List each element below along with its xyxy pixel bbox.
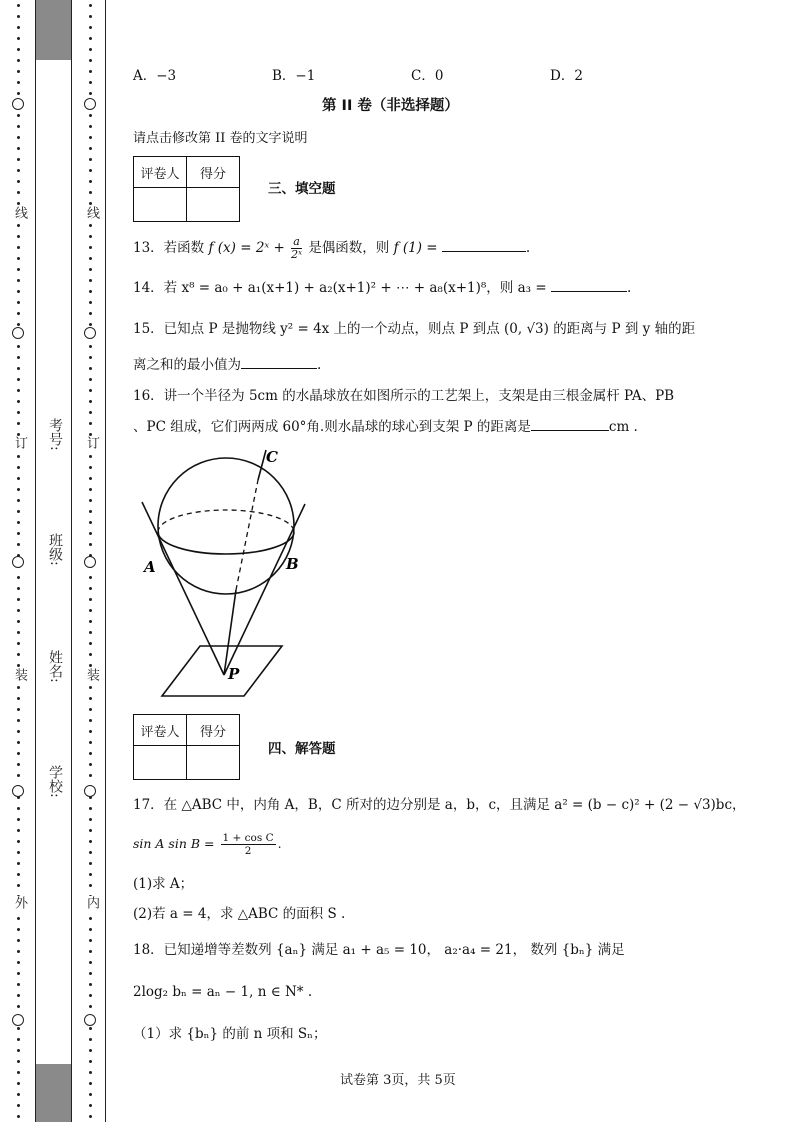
option-d: D．2 (550, 68, 583, 84)
margin-dot (89, 741, 92, 744)
margin-dot (89, 620, 92, 623)
sphere-equator-front (158, 532, 294, 554)
margin-dot (17, 15, 20, 18)
margin-dot (89, 1093, 92, 1096)
q17-sub2: (2)若 a = 4，求 △ABC 的面积 S . (133, 906, 346, 922)
margin-dot (89, 807, 92, 810)
margin-dot (17, 70, 20, 73)
margin-dot (17, 477, 20, 480)
question-17-line1: 17．在 △ABC 中，内角 A，B，C 所对的边分别是 a，b，c，且满足 a² = (b − c)² + (2 − √3)bc， (133, 797, 746, 813)
margin-dot (17, 279, 20, 282)
margin-dot (17, 532, 20, 535)
margin-dot (89, 576, 92, 579)
margin-dot (17, 323, 20, 326)
margin-dot (89, 345, 92, 348)
margin-dot (89, 114, 92, 117)
q17-frac-num: 1 + cos C (222, 832, 274, 844)
q15-answer-blank[interactable] (241, 368, 317, 369)
margin-dot (17, 202, 20, 205)
question-15-line1: 15．已知点 P 是抛物线 y² = 4x 上的一个动点，则点 P 到点 (0, √3) 的距离与 P 到 y 轴的距 (133, 321, 696, 337)
margin-dot (89, 202, 92, 205)
label-a: A (144, 558, 156, 576)
margin-dot (17, 587, 20, 590)
margin-dot (17, 840, 20, 843)
margin-dot (89, 400, 92, 403)
margin-dot (89, 587, 92, 590)
grader-header: 评卷人 (134, 157, 187, 188)
margin-dot (89, 48, 92, 51)
margin-dot (17, 950, 20, 953)
margin-dot (17, 4, 20, 7)
margin-dot (89, 378, 92, 381)
margin-dot (17, 774, 20, 777)
margin-dot (89, 92, 92, 95)
margin-dot (89, 642, 92, 645)
margin-dot (89, 818, 92, 821)
grader-header: 评卷人 (134, 715, 187, 746)
margin-dot (89, 81, 92, 84)
question-14 (133, 279, 631, 297)
margin-dot (89, 939, 92, 942)
q18-sub1: （1）求 {bₙ} 的前 n 项和 Sₙ； (133, 1026, 327, 1042)
margin-dot (17, 730, 20, 733)
margin-dot (17, 367, 20, 370)
margin-dot (89, 4, 92, 7)
margin-dot (17, 642, 20, 645)
margin-dot (89, 125, 92, 128)
q14-text: 14．若 x⁸ = a₀ + a₁(x+1) + a₂(x+1)² + ⋯ + a₈(x+1)⁸，则 a₃ = (133, 280, 547, 296)
margin-dot (17, 598, 20, 601)
margin-dot (89, 279, 92, 282)
margin-dot (89, 928, 92, 931)
margin-dot (89, 466, 92, 469)
margin-dot (17, 1071, 20, 1074)
sphere-equator-back (158, 510, 294, 532)
binding-ring (84, 327, 96, 339)
margin-dot (89, 961, 92, 964)
margin-dot (89, 356, 92, 359)
margin-dot (89, 697, 92, 700)
margin-dot (89, 510, 92, 513)
margin-dot (17, 851, 20, 854)
margin-dot (89, 37, 92, 40)
margin-dot (89, 1005, 92, 1008)
margin-dot (89, 70, 92, 73)
margin-dot (17, 928, 20, 931)
margin-dot (17, 268, 20, 271)
margin-dot (89, 862, 92, 865)
margin-dot (17, 92, 20, 95)
margin-dot (89, 1104, 92, 1107)
q13-f1: f (1) = (393, 240, 438, 256)
score-cell[interactable] (187, 746, 240, 780)
binding-ring (84, 1014, 96, 1026)
margin-dot (17, 257, 20, 260)
margin-dot (89, 730, 92, 733)
margin-dot (89, 532, 92, 535)
margin-dot (17, 510, 20, 513)
margin-dot (89, 499, 92, 502)
section-fill-blank-title: 三、填空题 (268, 181, 336, 197)
margin-dot (17, 1060, 20, 1063)
margin-dot (89, 1049, 92, 1052)
label-b: B (286, 555, 299, 573)
margin-dot (89, 851, 92, 854)
binding-ring (12, 1014, 24, 1026)
margin-dot (89, 840, 92, 843)
margin-label-inner: 线 (84, 206, 99, 219)
margin-dot (89, 411, 92, 414)
margin-dot (17, 1093, 20, 1096)
margin-dot (89, 829, 92, 832)
margin-dot (17, 488, 20, 491)
margin-dot (89, 1027, 92, 1030)
margin-dot (89, 543, 92, 546)
margin-dot (89, 169, 92, 172)
name-field[interactable]: 姓名: (47, 650, 63, 683)
q15-end: . (317, 357, 322, 373)
margin-dot (89, 917, 92, 920)
margin-dot (89, 224, 92, 227)
page-footer: 试卷第 3页，共 5页 (340, 1073, 456, 1088)
q13-frac-den: 2ˣ (291, 248, 303, 261)
margin-top-gray-block (36, 0, 71, 60)
margin-dot (17, 411, 20, 414)
margin-dot (17, 818, 20, 821)
part2-note: 请点击修改第 II 卷的文字说明 (133, 131, 308, 146)
margin-dot (17, 686, 20, 689)
margin-label-outer: 装 (12, 668, 27, 681)
margin-dot (89, 708, 92, 711)
margin-dot (17, 576, 20, 579)
margin-dot (89, 1082, 92, 1085)
margin-dot (89, 873, 92, 876)
margin-dot (17, 147, 20, 150)
margin-dot (17, 741, 20, 744)
margin-dot (89, 631, 92, 634)
section-solution-title: 四、解答题 (268, 741, 336, 757)
margin-dot (17, 312, 20, 315)
margin-dot (17, 653, 20, 656)
margin-dot (17, 125, 20, 128)
margin-dot (17, 972, 20, 975)
option-b: B．−1 (272, 68, 316, 84)
margin-dot (89, 950, 92, 953)
q17-frac-den: 2 (244, 845, 252, 857)
q14-answer-blank[interactable] (551, 291, 627, 292)
question-17-line2 (133, 832, 282, 857)
margin-dot (17, 114, 20, 117)
label-c: C (266, 448, 278, 466)
margin-left-line (35, 0, 36, 1122)
margin-dot (89, 235, 92, 238)
q14-end: . (626, 280, 632, 296)
question-18-line2: 2log₂ bₙ = aₙ − 1, n ∈ N* . (133, 984, 313, 1000)
margin-dot (89, 389, 92, 392)
margin-dot (17, 499, 20, 502)
margin-dot (17, 356, 20, 359)
margin-dot (89, 268, 92, 271)
question-15-line2 (133, 356, 321, 374)
margin-label-outer: 订 (12, 436, 27, 449)
margin-dot (17, 422, 20, 425)
margin-dot (89, 367, 92, 370)
margin-label-inner: 内 (84, 896, 99, 909)
binding-ring (12, 556, 24, 568)
part2-title: 第 II 卷（非选择题） (322, 98, 459, 114)
margin-dot (89, 884, 92, 887)
margin-dot (89, 763, 92, 766)
margin-dot (89, 598, 92, 601)
margin-dot (89, 147, 92, 150)
margin-dot (89, 312, 92, 315)
margin-dot (17, 862, 20, 865)
margin-dot (17, 235, 20, 238)
margin-dot (17, 136, 20, 139)
margin-dot (89, 521, 92, 524)
margin-dot (17, 389, 20, 392)
margin-dot (89, 301, 92, 304)
margin-dot (17, 169, 20, 172)
score-header: 得分 (187, 157, 240, 188)
margin-dot (17, 1082, 20, 1085)
q13-frac-num: a (293, 235, 300, 248)
margin-dot (89, 290, 92, 293)
margin-dot (17, 290, 20, 293)
margin-dot (17, 763, 20, 766)
margin-dot (89, 686, 92, 689)
margin-dot (17, 246, 20, 249)
margin-dot (89, 994, 92, 997)
q16-answer-blank[interactable] (531, 430, 609, 431)
margin-dot (17, 917, 20, 920)
margin-dot (17, 1038, 20, 1041)
margin-dot (89, 59, 92, 62)
margin-label-outer: 线 (12, 206, 27, 219)
margin-dot (17, 158, 20, 161)
crystal-ball-stand-figure (140, 440, 310, 702)
margin-dot (17, 664, 20, 667)
sphere (158, 458, 294, 594)
question-13 (133, 236, 530, 261)
margin-dot (17, 609, 20, 612)
q13-answer-blank[interactable] (442, 251, 526, 252)
margin-dot (17, 697, 20, 700)
margin-dot (17, 807, 20, 810)
margin-dot (17, 26, 20, 29)
margin-dot (17, 301, 20, 304)
margin-dot (17, 961, 20, 964)
q13-lead: 13．若函数 (133, 240, 205, 256)
q17-sub1: (1)求 A； (133, 876, 194, 892)
margin-dot (17, 620, 20, 623)
margin-dot (17, 191, 20, 194)
margin-dot (17, 1104, 20, 1107)
binding-ring (12, 98, 24, 110)
binding-ring (84, 785, 96, 797)
margin-dot (17, 752, 20, 755)
margin-dot (17, 1005, 20, 1008)
margin-dot (17, 829, 20, 832)
margin-right-line (71, 0, 72, 1122)
page-border-line (105, 0, 106, 1122)
q16-line2: 、PC 组成，它们两两成 60°角.则水晶球的球心到支架 P 的距离是 (133, 419, 531, 435)
score-header: 得分 (187, 715, 240, 746)
margin-dot (17, 708, 20, 711)
margin-dot (89, 983, 92, 986)
margin-dot (17, 81, 20, 84)
school-field[interactable]: 学校: (47, 765, 63, 798)
margin-dot (89, 191, 92, 194)
margin-dot (17, 1115, 20, 1118)
margin-dot (17, 631, 20, 634)
margin-label-outer: 外 (12, 896, 27, 909)
margin-label-inner: 装 (84, 668, 99, 681)
margin-dot (17, 994, 20, 997)
margin-dot (89, 158, 92, 161)
q16-end: cm . (608, 419, 638, 435)
margin-dot (17, 1027, 20, 1030)
binding-ring (12, 327, 24, 339)
margin-dot (89, 26, 92, 29)
q13-function: f (x) = 2ˣ + (208, 240, 285, 256)
question-18-line1: 18．已知递增等差数列 {aₙ} 满足 a₁ + a₅ = 10， a₂·a₄ = 21， 数列 {bₙ} 满足 (133, 942, 625, 958)
margin-dot (89, 664, 92, 667)
margin-dot (17, 719, 20, 722)
margin-dot (17, 1049, 20, 1052)
margin-dot (89, 15, 92, 18)
question-16-line1: 16．讲一个半径为 5cm 的水晶球放在如图所示的工艺架上，支架是由三根金属杆 PA、PB (133, 388, 675, 404)
margin-dot (89, 653, 92, 656)
rod-pc-top (258, 450, 266, 480)
score-table-2 (133, 714, 240, 780)
grader-cell[interactable] (134, 746, 187, 780)
margin-dot (89, 180, 92, 183)
margin-dot (17, 345, 20, 348)
class-field[interactable]: 班级: (47, 533, 63, 566)
margin-dot (89, 1038, 92, 1041)
q15-line2: 离之和的最小值为 (133, 357, 241, 373)
binding-ring (12, 785, 24, 797)
q17-end: . (277, 836, 282, 851)
margin-dot (89, 1115, 92, 1118)
binding-ring (84, 98, 96, 110)
grader-cell[interactable] (134, 188, 187, 222)
score-table (133, 156, 240, 222)
margin-dot (17, 543, 20, 546)
rod-pa (142, 502, 224, 675)
margin-bottom-gray-block (36, 1064, 71, 1122)
margin-dot (89, 422, 92, 425)
margin-dot (89, 774, 92, 777)
margin-dot (89, 972, 92, 975)
margin-dot (89, 609, 92, 612)
margin-dot (17, 521, 20, 524)
student-id-field[interactable]: 考号: (47, 418, 63, 451)
label-p: P (228, 665, 240, 683)
margin-dot (17, 455, 20, 458)
margin-dot (89, 257, 92, 260)
margin-dot (89, 323, 92, 326)
margin-dot (17, 939, 20, 942)
margin-label-inner: 订 (84, 436, 99, 449)
margin-dot (17, 48, 20, 51)
option-a: A．−3 (133, 68, 177, 84)
margin-dot (89, 752, 92, 755)
margin-dot (17, 37, 20, 40)
margin-dot (89, 455, 92, 458)
margin-dot (89, 1071, 92, 1074)
margin-dot (89, 719, 92, 722)
margin-dot (17, 466, 20, 469)
score-cell[interactable] (187, 188, 240, 222)
q13-end: . (525, 240, 531, 256)
margin-dot (17, 873, 20, 876)
margin-dot (17, 884, 20, 887)
margin-dot (89, 488, 92, 491)
q13-mid: 是偶函数，则 (308, 240, 390, 256)
margin-dot (17, 59, 20, 62)
rod-pc-hidden (236, 480, 258, 590)
option-c: C．0 (411, 68, 444, 84)
margin-dot (89, 1060, 92, 1063)
margin-dot (17, 180, 20, 183)
margin-dot (17, 983, 20, 986)
margin-dot (17, 378, 20, 381)
margin-dot (89, 246, 92, 249)
binding-ring (84, 556, 96, 568)
margin-dot (17, 224, 20, 227)
margin-dot (89, 136, 92, 139)
question-16-line2 (133, 418, 638, 436)
margin-dot (89, 477, 92, 480)
q17-lead: sin A sin B = (133, 836, 215, 851)
margin-dot (17, 400, 20, 403)
